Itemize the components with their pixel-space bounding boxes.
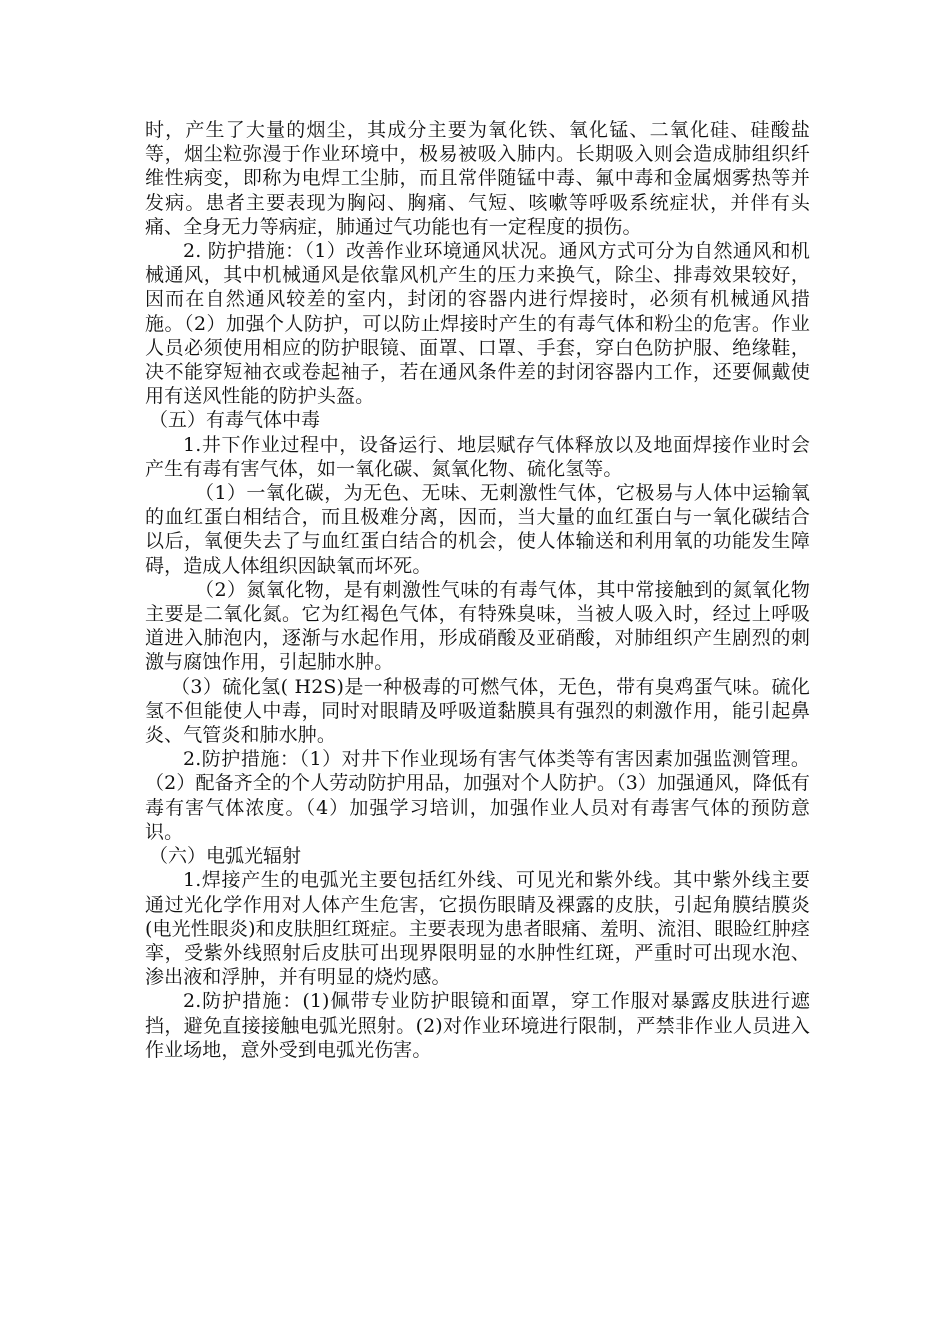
paragraph-welding-fume-effects: 时，产生了大量的烟尘，其成分主要为氧化铁、氧化锰、二氧化硅、硅酸盐等，烟尘粒弥漫于作业环境中，极易被吸入肺内。长期吸入则会造成肺组织纤维性病变，即称为电焊工尘肺，而且常伴随锰中毒、氟中毒和金属烟雾热等并发病。患者主要表现为胸闷、胸痛、气短、咳嗽等呼吸系统症状，并伴有头痛、全身无力等病症，肺通过气功能也有一定程度的损伤。 — [145, 119, 810, 238]
paragraph-arc-light-protection: 2.防护措施：(1)佩带专业防护眼镜和面罩，穿工作服对暴露皮肤进行遮挡，避免直接接触电弧光照射。(2)对作业环境进行限制，严禁非作业人员进入作业场地，意外受到电弧光伤害。 — [145, 990, 810, 1061]
paragraph-arc-light-effects: 1.焊接产生的电弧光主要包括红外线、可见光和紫外线。其中紫外线主要通过光化学作用对人体产生危害，它损伤眼睛及裸露的皮肤，引起角膜结膜炎(电光性眼炎)和皮肤胆红斑症。主要表现为患者眼痛、羞明、流泪、眼睑红肿痉挛，受紫外线照射后皮肤可出现界限明显的水肿性红斑，严重时可出现水泡、渗出液和浮肿，并有明显的烧灼感。 — [145, 869, 810, 989]
paragraph-toxic-gas-protection: 2.防护措施：（1）对井下作业现场有害气体类等有害因素加强监测管理。（2）配备齐全的个人劳动防护用品，加强对个人防护。（3）加强通风，降低有毒有害气体浓度。（4）加强学习培训，加强作业人员对有毒害气体的预防意识。 — [145, 748, 810, 843]
section-heading-arc-radiation: （六）电弧光辐射 — [149, 845, 302, 868]
document-page — [145, 118, 810, 1062]
paragraph-nitrogen-oxides: （2）氮氧化物，是有刺激性气味的有毒气体，其中常接触到的氮氧化物主要是二氧化氮。它为红褐色气体，有特殊臭味，当被人吸入时，经过上呼吸道进入肺泡内，逐渐与水起作用，形成硝酸及亚硝酸，对肺组织产生剧烈的刺激与腐蚀作用，引起肺水肿。 — [145, 578, 810, 674]
paragraph-toxic-gas-intro: 1.井下作业过程中，设备运行、地层赋存气体释放以及地面焊接作业时会产生有毒有害气体，如一氧化碳、氮氧化物、硫化氢等。 — [145, 433, 810, 480]
paragraph-carbon-monoxide: （1）一氧化碳，为无色、无味、无刺激性气体，它极易与人体中运输氧的血红蛋白相结合，而且极难分离，因而，当大量的血红蛋白与一氧化碳结合以后，氧便失去了与血红蛋白结合的机会，使人体输送和利用氧的功能发生障碍，造成人体组织因缺氧而坏死。 — [145, 482, 810, 577]
paragraph-fume-protection: 2. 防护措施：（1）改善作业环境通风状况。通风方式可分为自然通风和机械通风，其中机械通风是依靠风机产生的压力来换气，除尘、排毒效果较好，因而在自然通风较差的室内，封闭的容器内进行焊接时，必须有机械通风措施。（2）加强个人防护，可以防止焊接时产生的有毒气体和粉尘的危害。作业人员必须使用相应的防护眼镜、面罩、口罩、手套，穿白色防护服、绝缘鞋，决不能穿短袖衣或卷起袖子，若在通风条件差的封闭容器内工作，还要佩戴使用有送风性能的防护头盔。 — [145, 240, 810, 408]
section-heading-toxic-gas: （五）有毒气体中毒 — [149, 409, 321, 432]
paragraph-hydrogen-sulfide: （3）硫化氢( H2S)是一种极毒的可燃气体，无色，带有臭鸡蛋气味。硫化氢不但能使人中毒，同时对眼睛及呼吸道黏膜具有强烈的刺激作用，能引起鼻炎、气管炎和肺水肿。 — [145, 675, 810, 747]
